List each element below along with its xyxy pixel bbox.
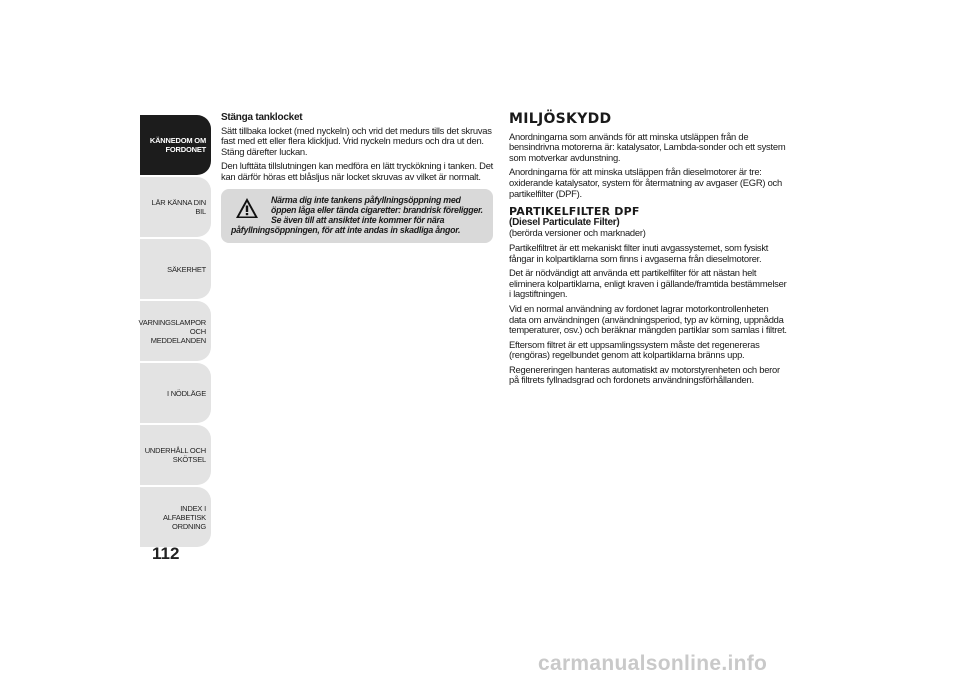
- tab-label: INDEX I ALFABETISK ORDNING: [162, 503, 206, 531]
- subsection-heading: PARTIKELFILTER DPF: [509, 205, 640, 219]
- paragraph: Eftersom filtret är ett uppsamlingssystem måste det regenereras (rengöras) regelbundet genom att kolpartiklarna bränns upp.: [509, 338, 760, 361]
- tab-label: UNDERHÅLL OCH SKÖTSEL: [144, 446, 206, 464]
- warning-triangle-icon: [235, 197, 259, 219]
- tab-sakerhet[interactable]: [140, 239, 211, 299]
- paragraph: Anordningarna för att minska utsläppen från dieselmotorer är tre: oxiderande katalysator, system för återmatning av avgaser (EGR) och partikelfilter (DPF).: [509, 166, 782, 199]
- tab-label: I NÖDLÄGE: [166, 388, 206, 398]
- section-subheading: Stänga tanklocket: [221, 112, 303, 123]
- warning-text-continued: påfyllningsöppningen, för att inte andas in skadliga ångor.: [231, 224, 461, 235]
- tab-index[interactable]: [140, 487, 211, 547]
- section-heading: MILJÖSKYDD: [509, 111, 612, 127]
- warning-box: [221, 189, 493, 243]
- warning-text: Närma dig inte tankens påfyllningsöppning med öppen låga eller tända cigaretter: brandrisk föreligger. Se även till att ansiktet inte kommer för nära: [271, 194, 483, 225]
- tab-label: LÄR KÄNNA DIN BIL: [151, 198, 206, 216]
- left-column: [221, 113, 493, 243]
- tab-underhall-och-skotsel[interactable]: [140, 425, 211, 485]
- tab-label: VARNINGSLAMPOR OCH MEDDELANDEN: [138, 317, 206, 345]
- paragraph: Anordningarna som används för att minska utsläppen från de bensindrivna motorerna är: katalysator, Lambda-sonder och ett system som motverkar avdunstning.: [509, 130, 786, 163]
- paragraph: Det är nödvändigt att använda ett partikelfilter för att nästan helt eliminera kolpartiklarna, enligt kraven i gällande/framtida bestämmelser i lagstiftningen.: [509, 267, 787, 300]
- tab-label: KÄNNEDOM OM FORDONET: [149, 136, 206, 154]
- right-column: [509, 113, 787, 390]
- tab-lar-kanna-din-bil[interactable]: [140, 177, 211, 237]
- tab-i-nodlage[interactable]: [140, 363, 211, 423]
- subsection-subtitle: (Diesel Particulate Filter): [509, 216, 620, 228]
- paragraph: Partikelfiltret är ett mekaniskt filter inuti avgassystemet, som fysiskt fångar in kolpartiklarna som finns i avgaserna från dieselmotorer.: [509, 241, 769, 264]
- page-number: 112: [152, 544, 180, 563]
- paragraph: Den lufttäta tillslutningen kan medföra en lätt tryckökning i tanken. Det kan därför höras ett blåsljus när locket skruvas av vilket är normalt.: [221, 160, 494, 182]
- paragraph: Vid en normal användning av fordonet lagrar motorkontrollenheten data om användningen (användningsperiod, typ av körning, uppnådda temperaturer, osv.) och beräknar mängden partiklar som samlas i filtret.: [509, 302, 787, 336]
- tab-kannedom-om-fordonet[interactable]: [140, 115, 211, 175]
- tab-varningslampor[interactable]: [140, 301, 211, 361]
- watermark: carmanualsonline.info: [538, 652, 768, 675]
- tab-label: SÄKERHET: [167, 264, 206, 274]
- chapter-sidebar: [140, 115, 211, 549]
- paragraph: Sätt tillbaka locket (med nyckeln) och vrid det medurs tills det skruvas fast med ett eller flera klickljud. Vrid nyckeln medurs och dra ut den. Stäng därefter luckan.: [221, 124, 492, 157]
- paragraph: Regenereringen hanteras automatiskt av motorstyrenheten och beror på filtrets fyllnadsgrad och fordonets användningsförhållanden.: [509, 363, 780, 386]
- applicability-note: (berörda versioner och marknader): [509, 227, 646, 239]
